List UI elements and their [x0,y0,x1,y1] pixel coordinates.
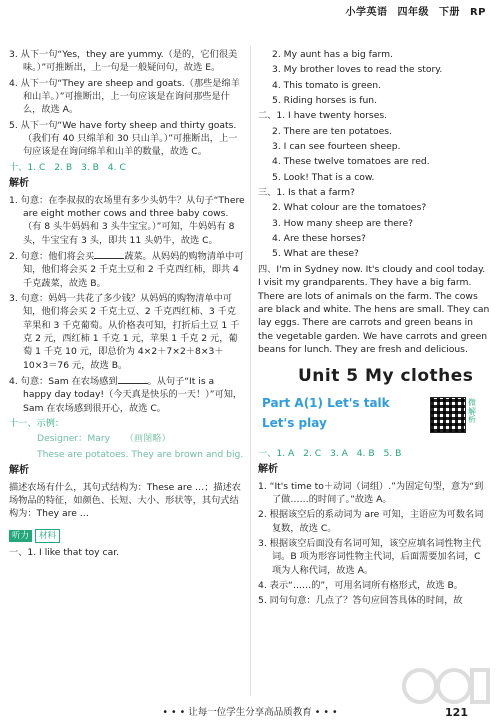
header-subject: 小学英语 [345,7,388,18]
left-item: 3. 句意：妈妈一共花了多少钱？从妈妈的购物清单中可知，他们将会买 2 千克土豆、2 千克西红柿、3 千克苹果和 3 千克葡萄。从价格表可知，打折后土豆 1 千克 2 元，西红柿 1 千克 1 元，苹果 1 千克 2 元，葡萄 1 千克 10 元，即总价为 4×2＋7×2＋8×3＋10×3＝76 元，故选 B。 [9,293,240,371]
qr-label: 微解析 [468,397,476,425]
section-3: 三、1. Is that a farm? [258,187,355,199]
blank-line [94,249,124,259]
designer-line: Designer：Mary （画图略） [37,433,171,445]
part-b-title: Let's play [262,415,327,430]
tag-material: 材料 [35,529,60,543]
right-item: 2. My aunt has a big farm. [272,49,393,60]
left-item [9,249,245,290]
right-item: 5. What are these? [272,248,359,260]
page-number: 121 [445,706,468,719]
right-item: 3. 根据该空后面没有名词可知，该空应填名词性物主代词。B 项为形容词性物主代词，后面需要加名词，C 项为人称代词，故选 A。 [258,538,484,576]
right-column [258,48,493,610]
right-item: 1. “It's time to＋动词（词组）.”为固定句型，意为“到了做……的时间了。”故选 A。 [258,480,484,506]
answer-line-1: 一、1. A 2. C 3. A 4. B 5. B [258,447,402,459]
example-line: 十一、示例： [9,418,65,430]
right-item: 5. Riding horses is fun. [272,95,378,107]
page-header [335,6,486,21]
right-item: 2. There are ten potatoes. [272,125,392,137]
left-item: 4. 从下一句“They are sheep and goats.（那些是绵羊和山羊。）”可推断出，上一句应该是在询问那些是什么，故选 A。 [9,77,240,116]
analysis-text: 描述农场有什么，其句式结构为：These are …；描述农场物品的特征，如颜色、长短、大小、形状等，其句式结构为：They are … [9,481,241,520]
analysis-heading: 解析 [9,178,29,190]
part-a-title: Part A(1) Let's talk [262,395,390,410]
part-header [258,395,490,443]
tag-listening: 听力 [9,530,32,542]
item-text: 蔬菜。从妈妈的购物清单中可知，他们将会买 2 千克土豆和 2 千克西红柿，即共 4 千克蔬菜，故选 B。 [23,250,244,289]
left-item: 3. 从下一句“Yes，they are yummy.（是的，它们很美味。）”可推断出，上一句是一般疑问句，故选 E。 [9,49,238,74]
item-text: 。从句子“It is a happy day today!（今天真是快乐的一天！）”可知，Sam 在农场感到很开心，故选 C。 [23,376,243,414]
footer-slogan: • • • 让每一位学生分享高品质教育 • • • [162,707,338,718]
right-item: 4. Are these horses? [272,233,366,245]
listening-tags [9,529,245,543]
blank-line [118,374,148,384]
right-item: 4. This tomato is green. [272,79,382,91]
header-volume: 下册 [438,7,460,18]
right-item: 4. These twelve tomatoes are red. [272,156,430,168]
item-text: 2. 句意：他们将会买 [9,250,95,262]
right-item: 2. 根据该空后的系动词为 are 可知，主语应为可数名词复数，故选 C。 [258,509,484,534]
unit-title: Unit 5 My clothes [298,366,474,387]
item-text: 4. 句意：Sam 在农场感到 [9,376,118,388]
right-item: 5. Look! That is a cow. [272,171,375,183]
section-4-passage: 四、I'm in Sydney now. It's cloudy and cool today. I visit my grandparents. They have a big farm. There are lots of animals on the farm. The cows are black and white. The hens are small. They can lay eggs. There are carrots and green beans in the vegetable garden. We have carrots and green beans for lunch. They are fresh and delicious. [258,263,493,355]
right-item: 3. I can see fourteen sheep. [272,141,401,153]
header-grade: 四年级 [397,7,429,18]
right-item: 3. How many sheep are there? [272,217,414,229]
left-column [9,48,248,561]
right-item: 4. 表示“……的”，可用名词所有格形式，故选 B。 [258,580,463,592]
left-item: 1. 句意：在李叔叔的农场里有多少头奶牛？从句子“There are eight mother cows and three baby cows.（有 8 头牛妈妈和 3 头牛宝宝。）”可知，牛妈妈有 8 头，牛宝宝有 3 头，即共 11 头奶牛，故选 C。 [9,194,248,246]
header-edition: RP [469,7,486,18]
example-answer: These are potatoes. They are brown and big. [37,448,244,460]
left-item: 5. 从下一句“We have forty sheep and thirty goats.（我们有 40 只绵羊和 30 只山羊。）”可推断出，上一句应该是在询问绵羊和山羊的数量，故选 C。 [9,119,238,158]
section-2: 二、1. I have twenty horses. [258,110,388,122]
qr-code-icon[interactable] [430,397,466,433]
right-item: 2. What colour are the tomatoes? [272,202,427,214]
right-item: 5. 同句句意：几点了？答句应回答具体的时间，故 [258,595,463,607]
right-item: 3. My brother loves to read the story. [272,64,443,76]
answer-line-10: 十、1. C 2. B 3. B 4. C [9,161,126,173]
analysis-heading: 解析 [9,465,29,477]
column-divider [250,46,251,696]
listening-first-line: 一、1. I like that toy car. [9,546,120,558]
left-item [9,374,245,415]
analysis-heading: 解析 [258,464,278,476]
